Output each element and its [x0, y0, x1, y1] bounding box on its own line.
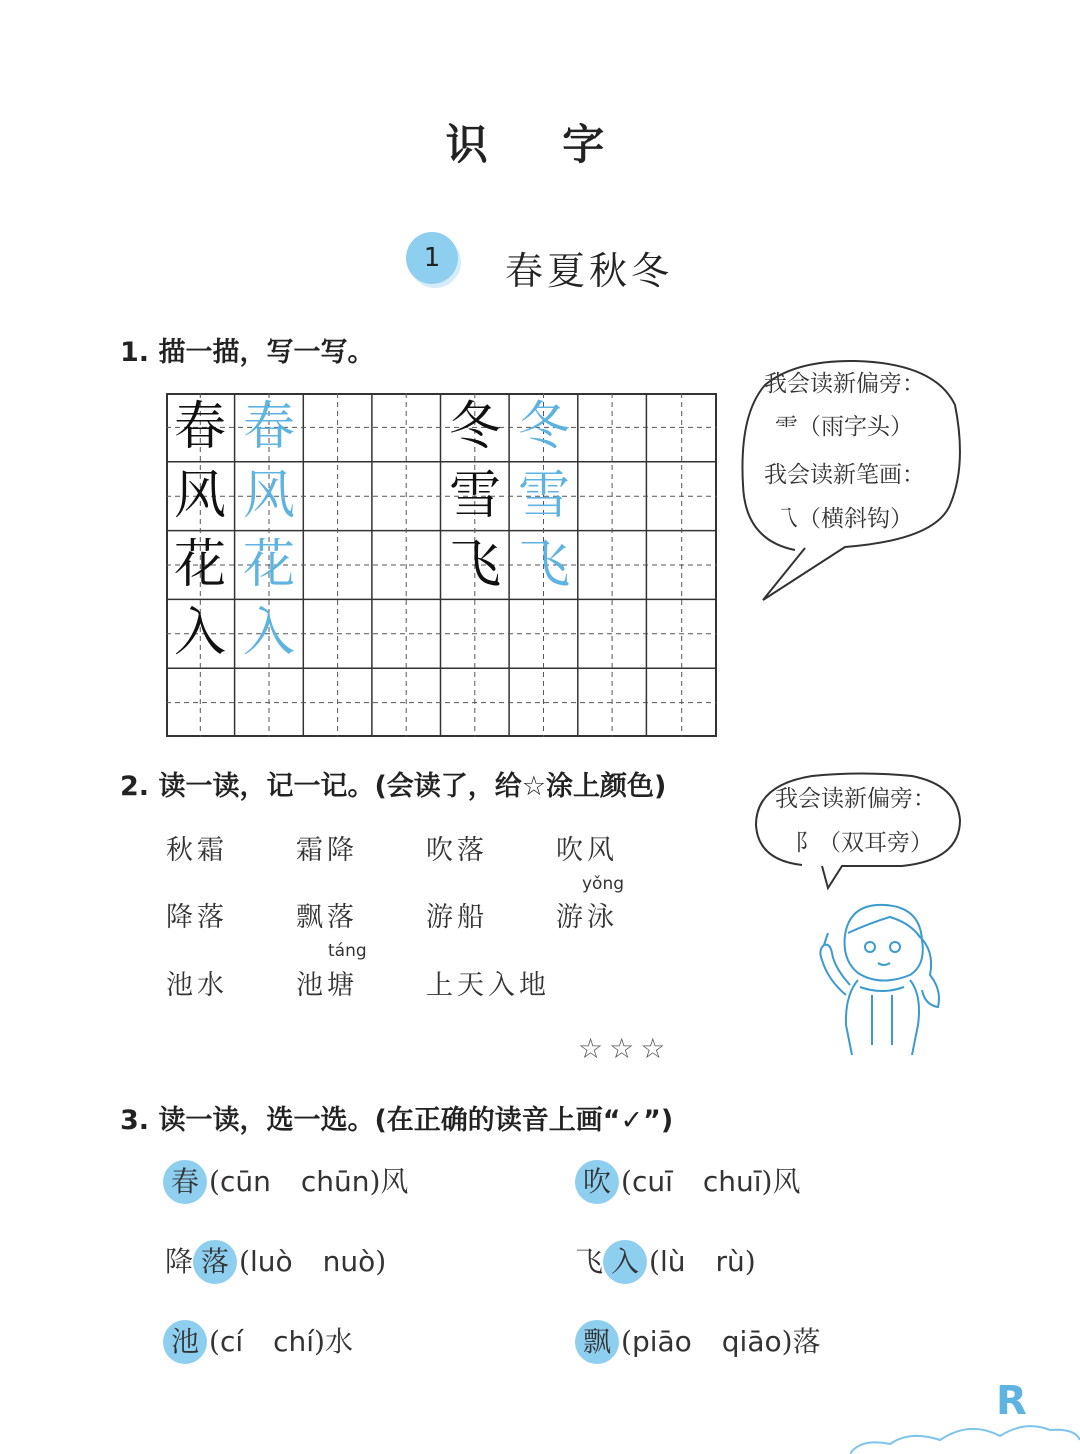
highlighted-char: 飘: [575, 1320, 619, 1364]
word: 吹落: [426, 835, 488, 866]
word-prefix: 飞: [575, 1245, 604, 1278]
girl-illustration: [800, 895, 950, 1060]
highlighted-char: 落: [193, 1240, 237, 1284]
rating-stars[interactable]: ☆☆☆: [578, 1032, 672, 1065]
bubble1-line1: 我会读新偏旁：: [764, 371, 925, 397]
bubble2-line2: 阝（双耳旁）: [795, 830, 933, 856]
pinyin-option[interactable]: cí: [219, 1325, 244, 1358]
pinyin-option[interactable]: piāo: [631, 1325, 692, 1358]
question-1-heading: 1. 描一描，写一写。: [120, 337, 375, 368]
pinyin-option[interactable]: lù: [659, 1245, 686, 1278]
grid-trace-char: 雪: [517, 466, 570, 526]
pinyin-option[interactable]: chuī: [702, 1165, 762, 1198]
pinyin-choice-item: 飞 入 (lù rù): [575, 1240, 756, 1284]
word-suffix: 水: [324, 1325, 353, 1358]
word: 飘落: [296, 902, 358, 933]
grid-model-char: 春: [173, 397, 226, 457]
publisher-logo: R: [996, 1378, 1027, 1424]
bubble1-line2: ⻗（雨字头）: [775, 414, 913, 440]
pinyin-option[interactable]: chí: [273, 1325, 315, 1358]
bubble2-line1: 我会读新偏旁：: [775, 786, 936, 812]
pinyin-option[interactable]: cūn: [219, 1165, 271, 1198]
pinyin-annotation: táng: [328, 941, 367, 961]
word: 池水: [166, 970, 228, 1001]
writing-grid: [166, 393, 717, 737]
grid-model-char: 入: [173, 603, 226, 663]
bubble1-line4: 乁（横斜钩）: [775, 506, 913, 532]
highlighted-char: 入: [603, 1240, 647, 1284]
pinyin-choice-item: 降 落 (luò nuò): [165, 1240, 386, 1284]
pinyin-option[interactable]: chūn: [300, 1165, 370, 1198]
page-title: 识 字: [445, 120, 635, 169]
word: 降落: [166, 902, 228, 933]
cloud-decoration: [850, 1400, 1080, 1454]
pinyin-choice-item: 飘 (piāo qiāo)落: [575, 1320, 821, 1364]
word-prefix: 降: [165, 1245, 194, 1278]
highlighted-char: 吹: [575, 1160, 619, 1204]
grid-model-char: 飞: [448, 535, 501, 595]
grid-model-char: 风: [173, 466, 226, 526]
lesson-title: 春夏秋冬: [505, 249, 674, 293]
pinyin-option[interactable]: rù: [715, 1245, 745, 1278]
word: 游船: [426, 902, 488, 933]
pinyin-choice-item: 吹 (cuī chuī)风: [575, 1160, 800, 1204]
pinyin-choice-item: 池 (cí chí)水: [163, 1320, 353, 1364]
highlighted-char: 池: [163, 1320, 207, 1364]
grid-trace-char: 风: [242, 466, 295, 526]
question-3-heading: 3. 读一读，选一选。(在正确的读音上画“✓”): [120, 1105, 674, 1136]
grid-trace-char: 冬: [517, 397, 570, 457]
pinyin-option[interactable]: nuò: [322, 1245, 376, 1278]
lesson-number-badge: 1: [406, 232, 458, 284]
grid-trace-char: 花: [242, 535, 295, 595]
grid-trace-char: 飞: [517, 535, 570, 595]
grid-model-char: 冬: [448, 397, 501, 457]
grid-model-char: 雪: [448, 466, 501, 526]
pinyin-option[interactable]: luò: [249, 1245, 293, 1278]
grid-trace-char: 入: [242, 603, 295, 663]
question-2-heading: 2. 读一读，记一记。(会读了，给☆涂上颜色): [120, 771, 667, 802]
pinyin-annotation: yǒng: [582, 874, 625, 894]
word: 池塘: [296, 970, 358, 1001]
word: 游泳: [556, 902, 618, 933]
word-suffix: 风: [772, 1165, 801, 1198]
bubble1-line3: 我会读新笔画：: [764, 462, 925, 488]
word: 上天入地: [426, 970, 550, 1001]
pinyin-choice-item: 春 (cūn chūn)风: [163, 1160, 408, 1204]
pinyin-option[interactable]: cuī: [631, 1165, 673, 1198]
pinyin-option[interactable]: qiāo: [721, 1325, 782, 1358]
word: 秋霜: [166, 835, 228, 866]
grid-trace-char: 春: [242, 397, 295, 457]
word: 吹风: [556, 835, 618, 866]
highlighted-char: 春: [163, 1160, 207, 1204]
word-suffix: 落: [792, 1325, 821, 1358]
grid-model-char: 花: [173, 535, 226, 595]
word: 霜降: [296, 835, 358, 866]
word-suffix: 风: [380, 1165, 409, 1198]
